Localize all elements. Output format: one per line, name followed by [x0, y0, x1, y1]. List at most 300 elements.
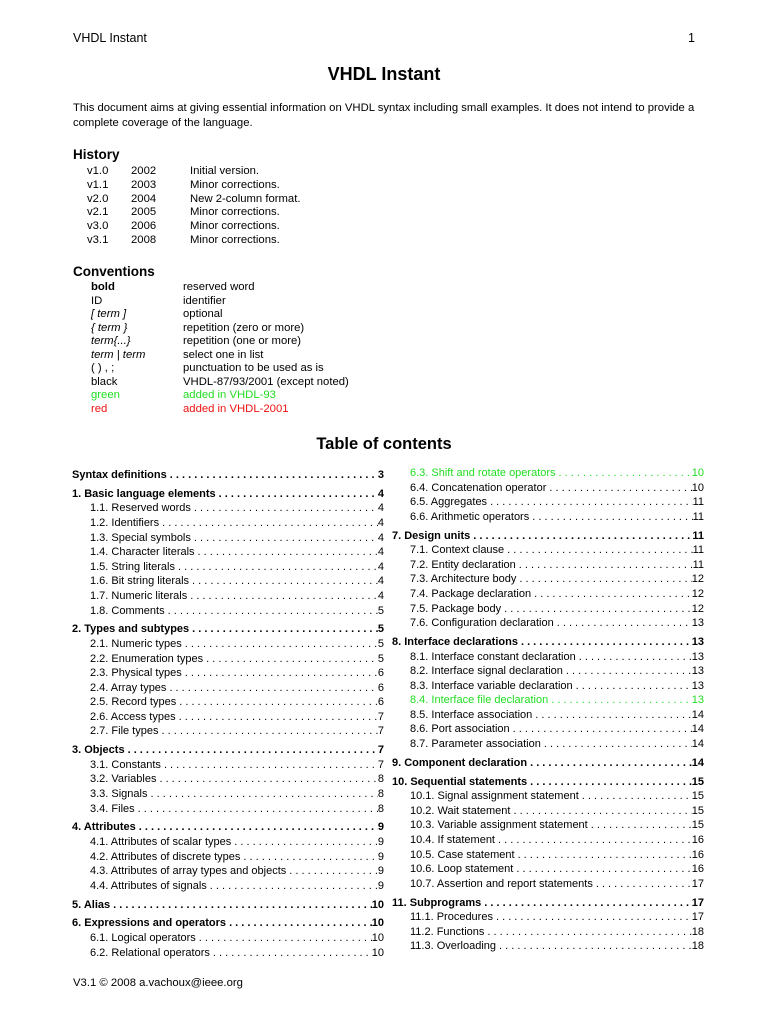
- convention-meaning: repetition (one or more): [183, 335, 302, 348]
- convention-term: { term }: [91, 321, 128, 334]
- toc-dot-leader: [527, 775, 692, 790]
- toc-subsection-entry[interactable]: [392, 558, 704, 573]
- toc-section-entry[interactable]: [392, 756, 704, 771]
- toc-dot-leader: [573, 679, 692, 694]
- toc-dot-leader: [541, 737, 692, 752]
- toc-entry-title: 10.5. Case statement: [410, 848, 515, 861]
- history-year: 2004: [131, 192, 157, 205]
- toc-dot-leader: [546, 481, 691, 496]
- toc-entry-title: 8.5. Interface association: [410, 708, 533, 721]
- toc-entry-title: 3. Objects: [72, 744, 125, 757]
- toc-entry-title: 6.2. Relational operators: [90, 946, 210, 959]
- conventions-heading: Conventions: [73, 264, 155, 279]
- toc-dot-leader: [487, 495, 693, 510]
- toc-entry-page: 10: [691, 481, 704, 494]
- toc-dot-leader: [125, 743, 378, 758]
- toc-dot-leader: [189, 622, 378, 637]
- toc-section-entry[interactable]: [392, 775, 704, 790]
- toc-entry-page: 12: [691, 587, 704, 600]
- toc-entry-title: 6.1. Logical operators: [90, 931, 196, 944]
- toc-section-entry[interactable]: [72, 820, 384, 835]
- convention-term: ( ) , ;: [91, 362, 115, 375]
- toc-entry-page: 4: [377, 487, 384, 500]
- toc-entry-title: 11.2. Functions: [410, 925, 485, 938]
- toc-entry-title: 8.1. Interface constant declaration: [410, 650, 576, 663]
- toc-entry-page: 11: [692, 558, 704, 571]
- convention-meaning: added in VHDL-93: [183, 389, 276, 402]
- toc-entry-page: 13: [691, 679, 704, 692]
- toc-entry-page: 7: [377, 725, 384, 738]
- toc-entry-page: 10: [371, 946, 384, 959]
- toc-entry-title: 4.1. Attributes of scalar types: [90, 836, 232, 848]
- toc-dot-leader: [286, 864, 378, 879]
- toc-entry-title: 8.2. Interface signal declaration: [410, 665, 563, 678]
- toc-dot-leader: [159, 516, 378, 531]
- toc-entry-title: 1.5. String literals: [90, 560, 175, 573]
- toc-column-right: [392, 466, 704, 954]
- toc-entry-title: 10.6. Loop statement: [410, 863, 514, 876]
- toc-entry-page: 13: [691, 617, 704, 630]
- toc-entry-page: 11: [692, 496, 704, 509]
- toc-dot-leader: [191, 501, 378, 516]
- toc-dot-leader: [516, 572, 691, 587]
- toc-subsection-entry[interactable]: [392, 587, 704, 602]
- toc-entry-page: 4: [377, 531, 384, 544]
- history-note: Initial version.: [190, 165, 260, 177]
- toc-entry-title: 10. Sequential statements: [392, 775, 528, 788]
- toc-dot-leader: [203, 652, 378, 667]
- toc-entry-page: 5: [377, 604, 384, 617]
- toc-section-entry[interactable]: [72, 916, 384, 931]
- convention-meaning: punctuation to be used as is: [183, 362, 324, 375]
- history-note: Minor corrections.: [190, 220, 280, 233]
- toc-dot-leader: [504, 543, 692, 558]
- toc-subsection-entry[interactable]: [392, 650, 704, 665]
- toc-dot-leader: [563, 664, 692, 679]
- toc-dot-leader: [548, 693, 692, 708]
- toc-subsection-entry[interactable]: [72, 681, 384, 696]
- toc-subsection-entry[interactable]: [72, 652, 384, 667]
- history-version: v2.1: [87, 206, 109, 219]
- toc-dot-leader: [110, 898, 372, 913]
- toc-entry-page: 11: [692, 529, 704, 542]
- toc-subsection-entry[interactable]: [392, 877, 704, 892]
- toc-entry-page: 13: [691, 665, 704, 678]
- toc-entry-page: 10: [371, 898, 384, 911]
- toc-entry-page: 4: [377, 502, 384, 515]
- toc-dot-leader: [516, 558, 693, 573]
- toc-subsection-entry[interactable]: [392, 481, 704, 496]
- toc-entry-page: 14: [691, 723, 704, 736]
- toc-dot-leader: [156, 772, 377, 787]
- toc-section-entry[interactable]: [392, 896, 704, 911]
- toc-section-entry[interactable]: [72, 487, 384, 502]
- convention-meaning: select one in list: [183, 348, 264, 361]
- toc-dot-leader: [216, 487, 378, 502]
- toc-entry-title: 9. Component declaration: [392, 756, 528, 769]
- toc-entry-title: 6.6. Arithmetic operators: [410, 510, 530, 523]
- page-footer: V3.1 © 2008 a.vachoux@ieee.org: [73, 977, 243, 989]
- toc-subsection-entry[interactable]: [392, 722, 704, 737]
- convention-meaning: identifier: [183, 294, 226, 307]
- toc-entry-page: 10: [371, 917, 384, 930]
- toc-entry-title: 1.3. Special symbols: [90, 531, 191, 544]
- toc-dot-leader: [195, 545, 378, 560]
- toc-subsection-entry[interactable]: [392, 543, 704, 558]
- toc-entry-page: 6: [377, 681, 384, 694]
- history-version: v1.1: [87, 178, 109, 191]
- toc-dot-leader: [495, 833, 692, 848]
- toc-dot-leader: [556, 466, 692, 481]
- toc-entry-title: 1.2. Identifiers: [90, 516, 160, 529]
- toc-subsection-entry[interactable]: [392, 466, 704, 481]
- toc-entry-page: 9: [377, 879, 384, 892]
- toc-entry-page: 5: [377, 623, 384, 636]
- toc-subsection-entry[interactable]: [392, 679, 704, 694]
- toc-section-entry[interactable]: [72, 898, 384, 913]
- toc-subsection-entry[interactable]: [392, 495, 704, 510]
- toc-entry-page: 17: [691, 911, 704, 924]
- toc-column-left: [72, 466, 384, 960]
- toc-entry-title: 7.1. Context clause: [410, 544, 505, 557]
- toc-subsection-entry[interactable]: [392, 693, 704, 708]
- toc-dot-leader: [187, 589, 378, 604]
- toc-entry-title: 8.3. Interface variable declaration: [410, 679, 573, 692]
- convention-term: black: [91, 375, 118, 388]
- history-note: Minor corrections.: [190, 234, 280, 246]
- toc-subsection-entry[interactable]: [72, 589, 384, 604]
- toc-entry-page: 18: [691, 925, 704, 938]
- toc-entry-title: 4. Attributes: [72, 821, 136, 834]
- toc-entry-page: 13: [691, 650, 704, 663]
- convention-meaning: repetition (zero or more): [183, 321, 305, 334]
- toc-dot-leader: [513, 862, 691, 877]
- toc-entry-page: 4: [377, 560, 384, 573]
- toc-subsection-entry[interactable]: [392, 862, 704, 877]
- toc-entry-title: 7.4. Package declaration: [410, 587, 532, 600]
- toc-dot-leader: [158, 724, 377, 739]
- toc-dot-leader: [501, 602, 692, 617]
- toc-entry-title: 6.5. Aggregates: [410, 496, 488, 509]
- toc-subsection-entry[interactable]: [392, 737, 704, 752]
- toc-subsection-entry[interactable]: [72, 574, 384, 589]
- toc-entry-title: 1.6. Bit string literals: [90, 575, 190, 588]
- toc-entry-page: 16: [691, 848, 704, 861]
- toc-dot-leader: [165, 604, 378, 619]
- toc-entry-title: 11. Subprograms: [392, 896, 482, 909]
- toc-dot-leader: [481, 896, 691, 911]
- toc-entry-title: 3.2. Variables: [90, 773, 157, 786]
- toc-subsection-entry[interactable]: [72, 946, 384, 961]
- toc-entry-page: 13: [691, 635, 704, 648]
- toc-entry-title: 7. Design units: [392, 529, 471, 542]
- toc-subsection-entry[interactable]: [72, 864, 384, 879]
- toc-entry-page: 14: [691, 708, 704, 721]
- toc-dot-leader: [166, 681, 377, 696]
- toc-entry-page: 14: [691, 738, 704, 751]
- toc-section-entry[interactable]: [72, 743, 384, 758]
- toc-entry-page: 10: [371, 931, 384, 944]
- toc-entry-title: 11.1. Procedures: [410, 911, 493, 924]
- history-year: 2002: [131, 165, 157, 177]
- toc-entry-page: 11: [692, 510, 704, 523]
- toc-dot-leader: [182, 637, 378, 652]
- toc-subsection-entry[interactable]: [392, 572, 704, 587]
- toc-dot-leader: [510, 804, 691, 819]
- toc-dot-leader: [531, 587, 692, 602]
- toc-entry-page: 15: [691, 790, 704, 803]
- toc-entry-title: 8.7. Parameter association: [410, 738, 541, 751]
- toc-subsection-entry[interactable]: [72, 710, 384, 725]
- history-note: New 2-column format.: [190, 192, 301, 205]
- toc-subsection-entry[interactable]: [72, 931, 384, 946]
- toc-subsection-entry[interactable]: [392, 833, 704, 848]
- convention-meaning: optional: [183, 308, 223, 321]
- toc-dot-leader: [231, 835, 378, 850]
- toc-dot-leader: [484, 925, 691, 940]
- toc-entry-title: 3.3. Signals: [90, 788, 148, 801]
- history-version: v3.0: [87, 220, 109, 233]
- toc-entry-title: Syntax definitions: [72, 469, 167, 481]
- toc-entry-page: 15: [691, 819, 704, 832]
- convention-term: ID: [91, 294, 103, 307]
- toc-subsection-entry[interactable]: [72, 604, 384, 619]
- toc-section-entry[interactable]: [392, 529, 704, 544]
- toc-subsection-entry[interactable]: [72, 516, 384, 531]
- toc-subsection-entry[interactable]: [392, 818, 704, 833]
- toc-entry-title: 7.3. Architecture body: [410, 573, 517, 586]
- toc-entry-title: 2.1. Numeric types: [90, 637, 182, 650]
- toc-dot-leader: [167, 468, 378, 483]
- toc-entry-page: 8: [377, 773, 384, 786]
- toc-entry-page: 9: [377, 850, 384, 863]
- toc-dot-leader: [554, 616, 692, 631]
- toc-dot-leader: [579, 789, 692, 804]
- toc-entry-title: 1.1. Reserved words: [90, 502, 191, 515]
- convention-meaning: VHDL-87/93/2001 (except noted): [183, 375, 349, 388]
- toc-entry-title: 1.7. Numeric literals: [90, 589, 188, 602]
- toc-dot-leader: [470, 529, 692, 544]
- toc-dot-leader: [136, 820, 378, 835]
- toc-entry-page: 11: [692, 544, 704, 557]
- toc-subsection-entry[interactable]: [72, 545, 384, 560]
- toc-entry-title: 11.3. Overloading: [410, 940, 497, 953]
- history-version: v3.1: [87, 234, 109, 246]
- toc-entry-title: 2.3. Physical types: [90, 667, 182, 680]
- toc-entry-page: 16: [691, 863, 704, 876]
- toc-entry-title: 6.4. Concatenation operator: [410, 481, 547, 494]
- toc-subsection-entry[interactable]: [392, 602, 704, 617]
- toc-entry-page: 5: [377, 652, 384, 665]
- toc-entry-title: 6. Expressions and operators: [72, 917, 227, 930]
- convention-meaning: reserved word: [183, 281, 255, 293]
- toc-entry-page: 17: [691, 877, 704, 890]
- toc-entry-title: 2.2. Enumeration types: [90, 652, 204, 665]
- history-note: Minor corrections.: [190, 178, 280, 191]
- toc-entry-title: 10.3. Variable assignment statement: [410, 819, 588, 832]
- toc-entry-page: 17: [691, 896, 704, 909]
- toc-entry-page: 8: [377, 788, 384, 801]
- toc-dot-leader: [515, 848, 692, 863]
- toc-subsection-entry[interactable]: [392, 939, 704, 954]
- toc-subsection-entry[interactable]: [72, 637, 384, 652]
- toc-dot-leader: [576, 650, 692, 665]
- toc-entry-page: 12: [691, 573, 704, 586]
- toc-entry-title: 7.5. Package body: [410, 602, 502, 615]
- toc-subsection-entry[interactable]: [72, 835, 384, 850]
- toc-dot-leader: [147, 787, 377, 802]
- convention-term: term{...}: [91, 335, 131, 348]
- history-year: 2006: [131, 220, 157, 233]
- toc-entry-title: 10.1. Signal assignment statement: [410, 790, 579, 803]
- toc-subsection-entry[interactable]: [72, 666, 384, 681]
- toc-dot-leader: [210, 946, 372, 961]
- toc-entry-title: 8.6. Port association: [410, 723, 510, 736]
- toc-dot-leader: [207, 879, 378, 894]
- toc-subsection-entry[interactable]: [392, 910, 704, 925]
- toc-subsection-entry[interactable]: [72, 560, 384, 575]
- toc-subsection-entry[interactable]: [392, 664, 704, 679]
- toc-entry-title: 2. Types and subtypes: [72, 623, 190, 636]
- toc-entry-page: 4: [377, 589, 384, 602]
- toc-subsection-entry[interactable]: [392, 848, 704, 863]
- toc-entry-page: 7: [377, 758, 384, 771]
- toc-entry-title: 10.2. Wait statement: [410, 804, 511, 817]
- toc-entry-title: 2.4. Array types: [90, 681, 167, 694]
- toc-dot-leader: [135, 802, 378, 817]
- toc-entry-page: 18: [691, 940, 704, 953]
- toc-dot-leader: [191, 531, 378, 546]
- toc-subsection-entry[interactable]: [392, 708, 704, 723]
- toc-entry-title: 2.7. File types: [90, 725, 159, 738]
- history-heading: History: [73, 147, 120, 162]
- page-number: 1: [688, 31, 695, 45]
- toc-dot-leader: [196, 931, 372, 946]
- toc-entry-page: 6: [377, 667, 384, 680]
- toc-entry-page: 10: [691, 467, 704, 479]
- toc-entry-title: 7.6. Configuration declaration: [410, 617, 554, 630]
- convention-meaning: added in VHDL-2001: [183, 402, 289, 415]
- toc-section-entry[interactable]: [392, 635, 704, 650]
- history-version: v1.0: [87, 165, 109, 177]
- toc-entry-page: 3: [377, 469, 384, 481]
- toc-entry-page: 14: [691, 756, 704, 769]
- history-note: Minor corrections.: [190, 206, 280, 219]
- toc-entry-title: 10.7. Assertion and report statements: [410, 877, 593, 890]
- toc-dot-leader: [189, 574, 378, 589]
- toc-subsection-entry[interactable]: [72, 695, 384, 710]
- toc-dot-leader: [532, 708, 691, 723]
- toc-subsection-entry[interactable]: [72, 758, 384, 773]
- toc-entry-title: 1.4. Character literals: [90, 546, 195, 559]
- toc-dot-leader: [161, 758, 378, 773]
- toc-dot-leader: [496, 939, 692, 954]
- convention-term: bold: [91, 281, 115, 293]
- toc-dot-leader: [518, 635, 692, 650]
- toc-subsection-entry[interactable]: [72, 787, 384, 802]
- toc-entry-page: 15: [691, 804, 704, 817]
- page-title: VHDL Instant: [327, 64, 441, 84]
- toc-entry-page: 5: [377, 637, 384, 650]
- toc-dot-leader: [176, 695, 378, 710]
- toc-entry-page: 7: [377, 710, 384, 723]
- toc-subsection-entry[interactable]: [392, 925, 704, 940]
- toc-entry-title: 2.6. Access types: [90, 710, 176, 723]
- toc-subsection-entry[interactable]: [392, 789, 704, 804]
- toc-entry-title: 4.3. Attributes of array types and objects: [90, 865, 287, 878]
- toc-subsection-entry[interactable]: [72, 531, 384, 546]
- toc-dot-leader: [510, 722, 692, 737]
- history-year: 2005: [131, 206, 157, 219]
- toc-section-entry[interactable]: [72, 622, 384, 637]
- toc-entry-page: 9: [377, 821, 384, 834]
- toc-subsection-entry[interactable]: [72, 879, 384, 894]
- toc-dot-leader: [527, 756, 692, 771]
- convention-term: green: [91, 389, 120, 402]
- toc-subsection-entry[interactable]: [392, 804, 704, 819]
- history-year: 2003: [131, 178, 157, 191]
- toc-subsection-entry[interactable]: [392, 616, 704, 631]
- convention-term: red: [91, 402, 108, 415]
- toc-dot-leader: [588, 818, 692, 833]
- intro-paragraph: This document aims at giving essential information on VHDL syntax including small examples. It does not intend to provide a complete coverage of the language.: [73, 102, 695, 129]
- toc-entry-page: 6: [377, 696, 384, 709]
- toc-entry-title: 8. Interface declarations: [392, 635, 518, 648]
- toc-entry-title: 4.2. Attributes of discrete types: [90, 850, 241, 863]
- toc-entry-title: 3.1. Constants: [90, 758, 161, 771]
- toc-subsection-entry[interactable]: [72, 724, 384, 739]
- toc-entry-page: 8: [377, 802, 384, 815]
- toc-entry-page: 13: [691, 694, 704, 707]
- toc-dot-leader: [593, 877, 692, 892]
- toc-subsection-entry[interactable]: [72, 772, 384, 787]
- toc-entry-page: 4: [377, 516, 384, 529]
- toc-entry-title: 4.4. Attributes of signals: [90, 879, 207, 892]
- toc-entry-page: 16: [691, 834, 704, 846]
- toc-subsection-entry[interactable]: [72, 501, 384, 516]
- toc-subsection-entry[interactable]: [392, 510, 704, 525]
- running-header-title: VHDL Instant: [73, 31, 147, 45]
- toc-entry-page: 15: [691, 775, 704, 788]
- toc-entry-page: 4: [377, 575, 384, 588]
- toc-dot-leader: [182, 666, 378, 681]
- toc-entry-title: 1. Basic language elements: [72, 487, 216, 500]
- toc-subsection-entry[interactable]: [72, 850, 384, 865]
- toc-dot-leader: [175, 560, 378, 575]
- toc-entry-title: 3.4. Files: [90, 802, 135, 815]
- toc-dot-leader: [529, 510, 692, 525]
- history-version: v2.0: [87, 192, 109, 205]
- toc-entry-page: 7: [377, 744, 384, 757]
- history-year: 2008: [131, 234, 157, 246]
- convention-term: term | term: [91, 348, 146, 361]
- toc-entry-title: 10.4. If statement: [410, 834, 495, 846]
- toc-entry-title: 2.5. Record types: [90, 696, 177, 709]
- toc-entry-title: 6.3. Shift and rotate operators: [410, 467, 556, 479]
- toc-entry-title: 7.2. Entity declaration: [410, 558, 516, 571]
- toc-entry-page: 9: [377, 836, 384, 848]
- toc-dot-leader: [493, 910, 692, 925]
- toc-entry-title: 1.8. Comments: [90, 604, 165, 617]
- toc-entry-page: 12: [691, 602, 704, 615]
- toc-section-entry[interactable]: [72, 468, 384, 483]
- toc-entry-page: 9: [377, 865, 384, 878]
- convention-term: [ term ]: [91, 308, 127, 321]
- toc-entry-page: 4: [377, 546, 384, 559]
- toc-dot-leader: [240, 850, 377, 865]
- toc-subsection-entry[interactable]: [72, 802, 384, 817]
- toc-heading: Table of contents: [316, 435, 452, 453]
